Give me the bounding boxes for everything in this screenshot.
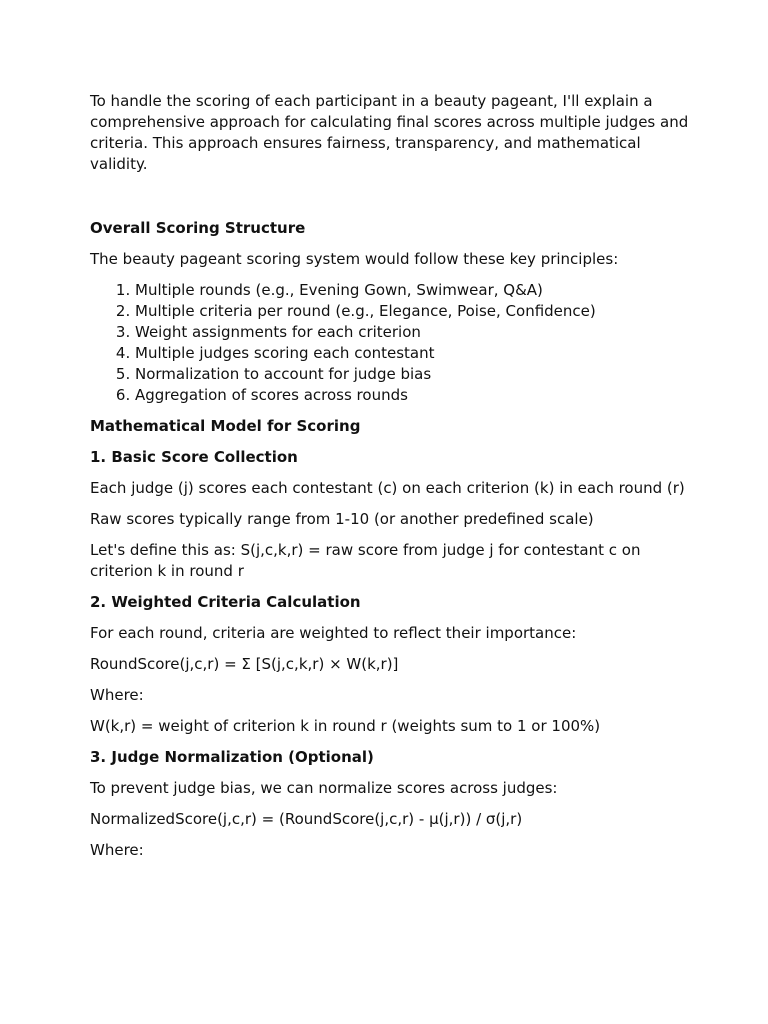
weighted-paragraph-1: For each round, criteria are weighted to reflect their importance: bbox=[90, 624, 577, 642]
normalization-formula: NormalizedScore(j,c,r) = (RoundScore(j,c,r) - μ(j,r)) / σ(j,r) bbox=[90, 810, 523, 828]
heading-basic-score-collection: 1. Basic Score Collection bbox=[90, 448, 298, 466]
list-item: 6. Aggregation of scores across rounds bbox=[135, 385, 690, 406]
weighted-where-label: Where: bbox=[90, 686, 144, 704]
weighted-paragraph-2: W(k,r) = weight of criterion k in round r (weights sum to 1 or 100%) bbox=[90, 717, 601, 735]
heading-mathematical-model: Mathematical Model for Scoring bbox=[90, 417, 361, 435]
heading-judge-normalization: 3. Judge Normalization (Optional) bbox=[90, 748, 374, 766]
normalization-where-label: Where: bbox=[90, 841, 144, 859]
overall-lead-paragraph: The beauty pageant scoring system would follow these key principles: bbox=[90, 250, 619, 268]
list-item: 4. Multiple judges scoring each contestant bbox=[135, 343, 690, 364]
heading-weighted-criteria: 2. Weighted Criteria Calculation bbox=[90, 593, 361, 611]
list-item: 5. Normalization to account for judge bias bbox=[135, 364, 690, 385]
principles-list bbox=[90, 280, 690, 406]
list-item: 2. Multiple criteria per round (e.g., Elegance, Poise, Confidence) bbox=[135, 301, 690, 322]
basic-paragraph-2: Raw scores typically range from 1-10 (or another predefined scale) bbox=[90, 510, 594, 528]
weighted-formula: RoundScore(j,c,r) = Σ [S(j,c,k,r) × W(k,r)] bbox=[90, 655, 399, 673]
basic-paragraph-1: Each judge (j) scores each contestant (c) on each criterion (k) in each round (r) bbox=[90, 479, 685, 497]
normalization-paragraph-1: To prevent judge bias, we can normalize scores across judges: bbox=[90, 779, 558, 797]
list-item: 3. Weight assignments for each criterion bbox=[135, 322, 690, 343]
document-body bbox=[90, 91, 690, 871]
basic-paragraph-3: Let's define this as: S(j,c,k,r) = raw score from judge j for contestant c on criterion k in round r bbox=[90, 541, 641, 580]
intro-paragraph: To handle the scoring of each participant in a beauty pageant, I'll explain a comprehensive approach for calculating final scores across multiple judges and criteria. This approach ensures fairness, transparency, and mathematical validity. bbox=[90, 92, 689, 173]
list-item: 1. Multiple rounds (e.g., Evening Gown, Swimwear, Q&A) bbox=[135, 280, 690, 301]
heading-overall-scoring-structure: Overall Scoring Structure bbox=[90, 219, 306, 237]
